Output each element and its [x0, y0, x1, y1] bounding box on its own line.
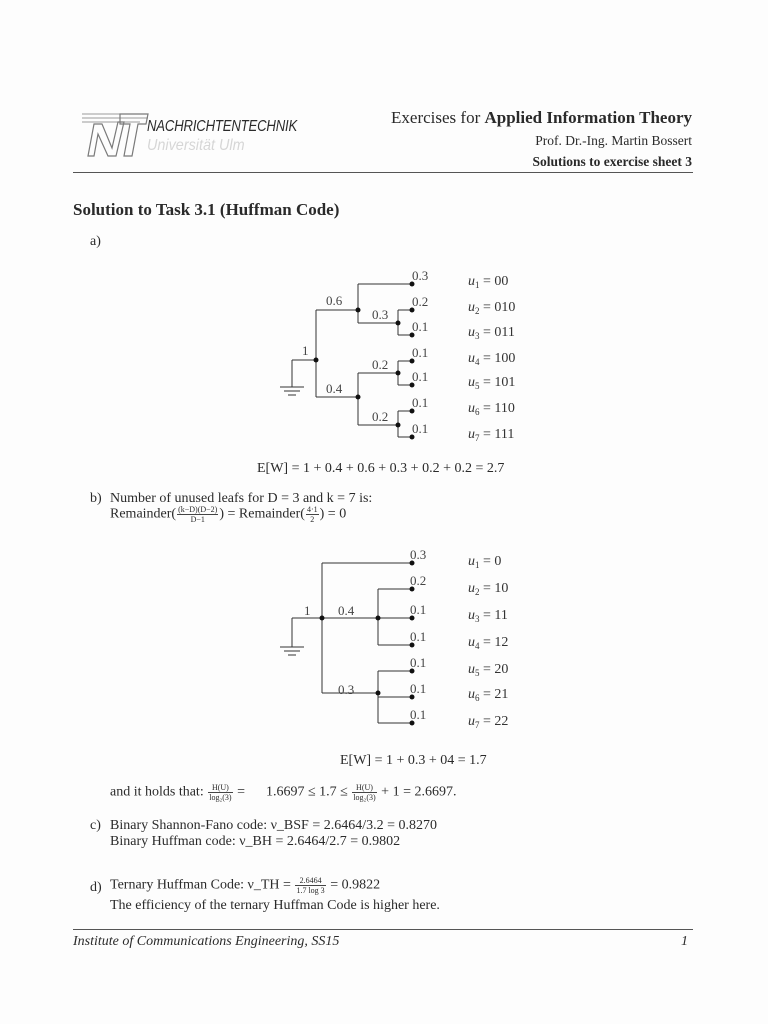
leaf-label: 0.3	[412, 268, 429, 283]
leaf-label: 0.1	[412, 345, 429, 360]
huffman-tree-ternary	[270, 545, 560, 735]
leaf-label: 0.1	[410, 602, 427, 617]
shannon-fano-efficiency: Binary Shannon-Fano code: ν_BSF = 2.6464/3.2 = 0.8270	[110, 818, 438, 833]
bounds-line: and it holds that: $\frac{H(U)}{\text{log₂(3)}}$ = 1.6697 ≤ 1.7 ≤ $\frac{H(U)}{\text{log₂(3)}}$ + 1 = 2.6697.	[110, 783, 457, 802]
leaf-label: 0.1	[410, 681, 427, 696]
nt-logo	[80, 100, 150, 158]
codewords-a	[468, 274, 515, 443]
expected-length-a: E[W] = 1 + 0.4 + 0.6 + 0.3 + 0.2 + 0.2 = 2.7	[257, 461, 505, 476]
leaf-label: 0.1	[412, 421, 429, 436]
codeword: $u_5 = 20$	[468, 662, 509, 678]
codeword: $u_3 = 11$	[468, 608, 508, 624]
logo-line2: Universität Ulm	[147, 137, 245, 154]
codeword: $u_2 = 010$	[468, 300, 516, 316]
node-label: 0.3	[372, 307, 389, 322]
leaf-label: 0.1	[410, 707, 427, 722]
part-c-label: c)	[90, 818, 101, 833]
root-label: 1	[304, 603, 311, 618]
codeword: $u_6 = 21$	[468, 687, 509, 703]
part-d-label: d)	[90, 880, 102, 895]
node-label: 0.6	[326, 293, 343, 308]
professor: Prof. Dr.-Ing. Martin Bossert	[535, 133, 692, 148]
leaf-label: 0.3	[410, 547, 427, 562]
part-a-label: a)	[90, 234, 101, 249]
footer-institute: Institute of Communications Engineering, SS15	[73, 934, 340, 949]
node-label: 0.2	[372, 409, 389, 424]
codewords-b	[468, 554, 508, 730]
codeword: $u_3 = 011$	[468, 325, 515, 341]
codeword: $u_5 = 101$	[468, 375, 516, 391]
expected-length-b: E[W] = 1 + 0.3 + 04 = 1.7	[340, 753, 487, 768]
header-rule	[73, 172, 693, 173]
page-number: 1	[681, 934, 688, 949]
codeword: $u_1 = 0$	[468, 554, 502, 570]
leaf-label: 0.1	[412, 395, 429, 410]
node-label: 0.4	[326, 381, 343, 396]
part-b-label: b)	[90, 491, 102, 506]
course-title: Exercises for Applied Information Theory	[391, 108, 692, 127]
part-b-line1: Number of unused leafs for D = 3 and k = 7 is:	[110, 491, 373, 506]
huffman-tree-binary	[270, 265, 560, 445]
ternary-efficiency: Ternary Huffman Code: ν_TH = $\frac{2.6464}{1.7 \log 3}$ = 0.9822	[110, 876, 381, 895]
leaf-label: 0.2	[410, 573, 427, 588]
footer-rule	[73, 929, 693, 930]
huffman-efficiency: Binary Huffman code: ν_BH = 2.6464/2.7 = 0.9802	[110, 834, 401, 849]
sheet-title: Solutions to exercise sheet 3	[532, 154, 692, 169]
codeword: $u_1 = 00$	[468, 274, 509, 290]
codeword: $u_6 = 110$	[468, 401, 515, 417]
leaf-label: 0.1	[410, 629, 427, 644]
node-label: 0.3	[338, 682, 355, 697]
codeword: $u_7 = 111$	[468, 427, 515, 443]
logo-line1: NACHRICHTENTECHNIK	[147, 118, 298, 135]
codeword: $u_4 = 12$	[468, 635, 509, 651]
codeword: $u_4 = 100$	[468, 351, 516, 367]
node-label: 0.2	[372, 357, 389, 372]
part-d-conclusion: The efficiency of the ternary Huffman Code is higher here.	[110, 898, 440, 913]
leaf-label: 0.1	[412, 369, 429, 384]
leaf-label: 0.1	[412, 319, 429, 334]
leaf-label: 0.2	[412, 294, 429, 309]
codeword: $u_2 = 10$	[468, 581, 509, 597]
root-label: 1	[302, 343, 309, 358]
node-label: 0.4	[338, 603, 355, 618]
leaf-label: 0.1	[410, 655, 427, 670]
task-title: Solution to Task 3.1 (Huffman Code)	[73, 200, 340, 219]
part-b-remainder: Remainder( $\frac{(k-D)(D-2)}{D-1}$ ) = Remainder( $\frac{4\cdot 1}{2}$ ) = 0	[110, 505, 347, 524]
codeword: $u_7 = 22$	[468, 714, 509, 730]
